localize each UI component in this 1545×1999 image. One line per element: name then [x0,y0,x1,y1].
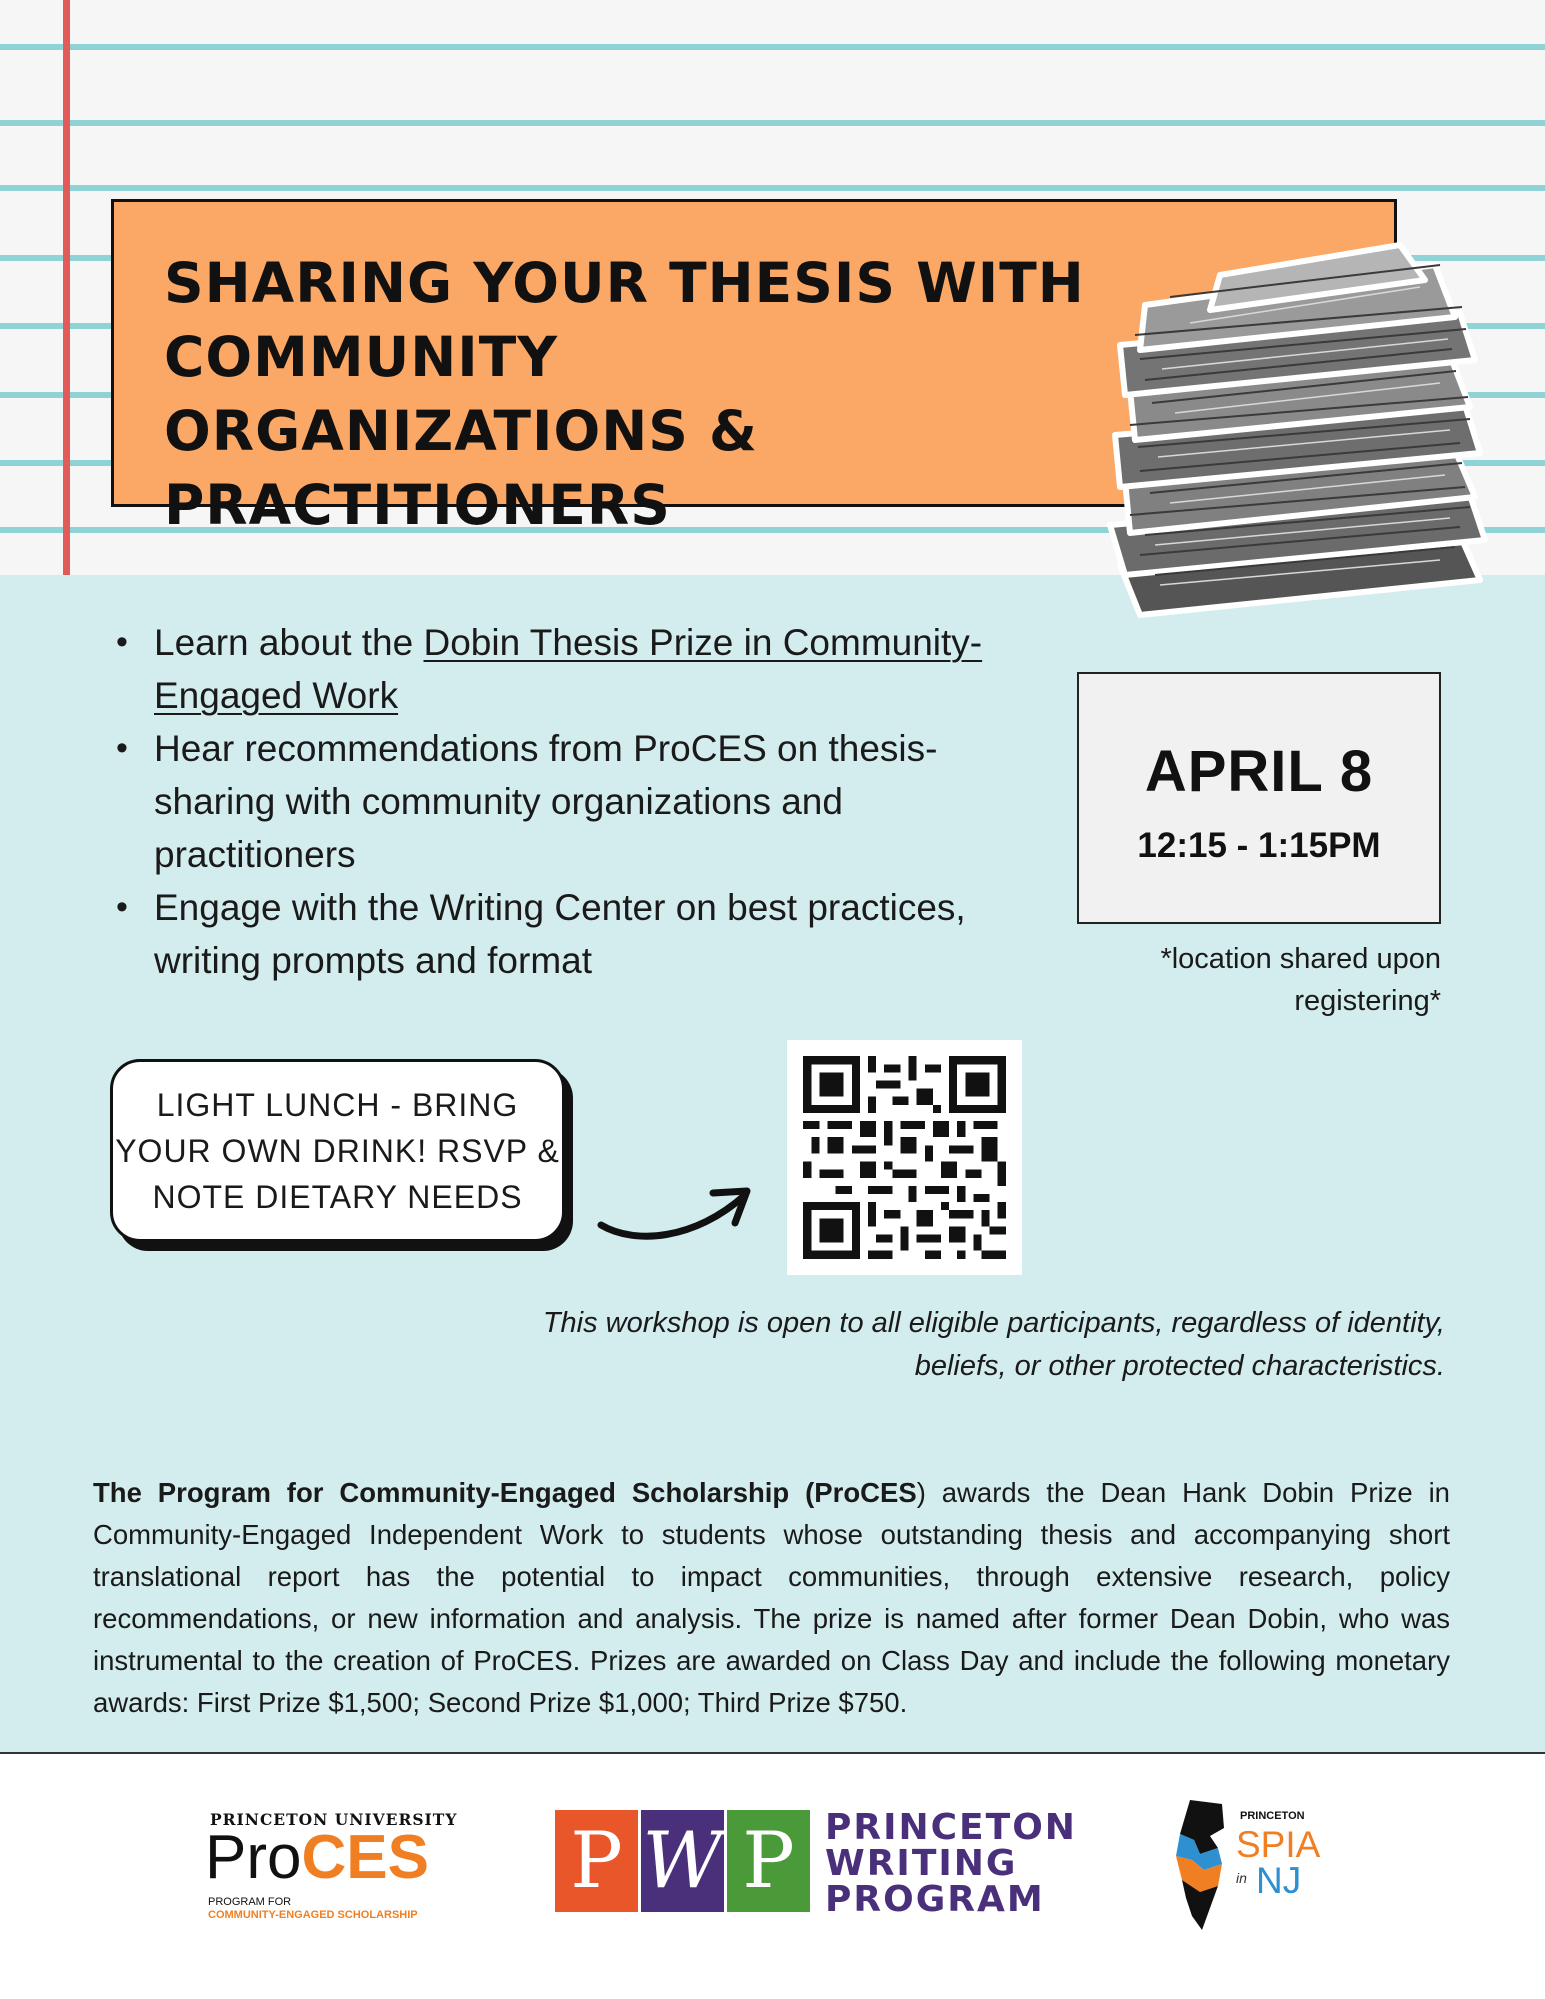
pwp-line-3: PROGRAM [825,1879,1045,1920]
footer-divider [0,1752,1545,1754]
paper-margin-line [63,0,70,575]
inclusion-disclaimer: This workshop is open to all eligible participants, regardless of identity, beliefs, or other protected characteristics. [542,1307,1445,1382]
proces-university-label: PRINCETON UNIVERSITY [210,1810,458,1829]
proces-subtitle-1: PROGRAM FOR [208,1896,292,1908]
location-note: *location shared upon registering* [1160,943,1441,1017]
proces-wordmark-ces: CES [301,1823,429,1892]
spia-nj-logo [1170,1798,1340,1933]
bullet-prefix: Learn about the [154,622,424,663]
proces-subtitle-2: COMMUNITY-ENGAGED SCHOLARSHIP [208,1909,418,1921]
lunch-note: LIGHT LUNCH - BRING YOUR OWN DRINK! RSVP & NOTE DIETARY NEEDS [115,1087,560,1215]
arrow-right-icon [595,1165,765,1255]
proces-wordmark-pro: Pro [205,1823,302,1892]
dobin-prize-link[interactable]: Dobin Thesis Prize in Community-Engaged Work [154,622,983,716]
new-jersey-map-icon [1170,1798,1240,1933]
paper-rule [0,120,1545,126]
pwp-tile-w: W [641,1810,724,1912]
spia-in-label: in [1236,1870,1247,1886]
list-item [110,616,1010,722]
event-date-box [1077,672,1441,924]
paper-rule [0,44,1545,50]
proces-logo [205,1800,465,1925]
pwp-tile-p2: P [727,1810,810,1912]
paper-stack-illustration [1100,235,1490,620]
list-item: • Hear recommendations from ProCES on thesis-sharing with community organizations and practitioners [110,722,1010,881]
lunch-callout [110,1059,565,1242]
event-date: APRIL 8 [1144,739,1374,804]
pwp-line-1: PRINCETON [825,1807,1077,1848]
highlights-list [110,616,1010,987]
page-title: SHARING YOUR THESIS WITH COMMUNITY ORGANIZATIONS & PRACTITIONERS [164,251,1085,537]
rsvp-qr-code[interactable] [787,1040,1022,1275]
paper-rule [0,185,1545,191]
description-body: ) awards the Dean Hank Dobin Prize in Community-Engaged Independent Work to students whose outstanding thesis and accompanying short translational report has the potential to impact communities, through extensive research, policy recommendations, or new information and analysis. The prize is named after former Dean Dobin, who was instrumental to the creation of ProCES. Prizes are awarded on Class Day and include the following monetary awards: First Prize $1,500; Second Prize $1,000; Third Prize $750. [93,1477,1450,1718]
program-description [93,1472,1450,1724]
spia-princeton-label: PRINCETON [1240,1810,1305,1822]
pwp-tile-p: P [555,1810,638,1912]
program-name: The Program for Community-Engaged Scholarship (ProCES [93,1477,917,1508]
writing-program-logo [555,1807,1077,1920]
event-time: 12:15 - 1:15PM [1137,826,1381,865]
pwp-wordmark [825,1807,1077,1920]
spia-nj-label: NJ [1256,1860,1302,1901]
list-item: • Engage with the Writing Center on best practices, writing prompts and format [110,881,1010,987]
pwp-line-2: WRITING [825,1843,1018,1884]
spia-wordmark: SPIA [1236,1824,1321,1865]
proces-wordmark [205,1822,429,1894]
